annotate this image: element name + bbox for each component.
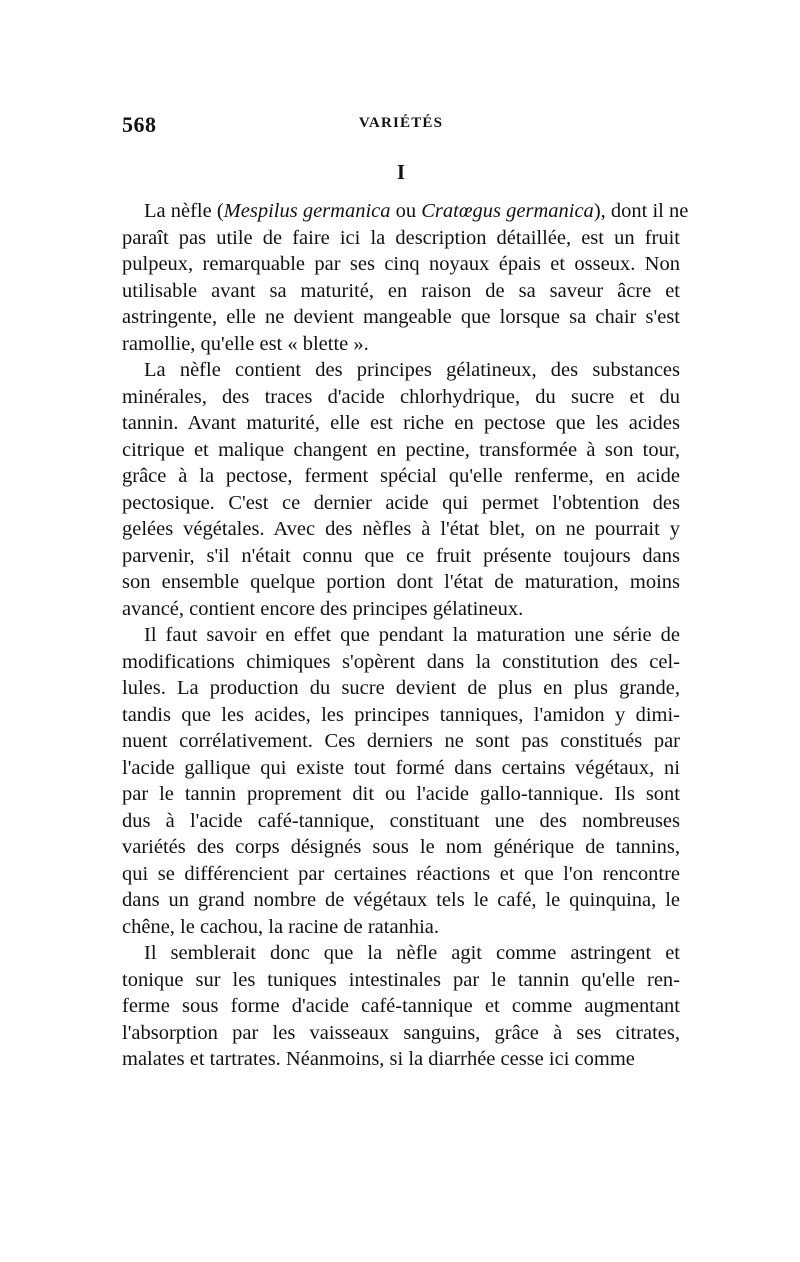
text-segment: grâce à la pectose, ferment spécial qu'elle renferme, en acide (122, 465, 680, 487)
text-line (122, 649, 680, 676)
text-line (122, 251, 680, 278)
text-line (122, 596, 680, 623)
section-number: I (396, 160, 406, 184)
text-line (122, 702, 680, 729)
paragraph (122, 622, 680, 940)
text-line (122, 331, 680, 358)
body-text (122, 198, 689, 1073)
text-segment: ), dont il ne (593, 200, 689, 222)
text-segment: Il faut savoir en effet que pendant la maturation une série de (144, 624, 680, 646)
text-segment: dans un grand nombre de végétaux tels le café, le quinquina, le (122, 889, 680, 911)
text-segment: tandis que les acides, les principes tanniques, l'amidon y dimi- (122, 703, 680, 726)
text-segment: minérales, des traces d'acide chlorhydrique, du sucre et du (122, 385, 680, 408)
text-line (122, 914, 680, 941)
text-segment: tannin. Avant maturité, elle est riche en pectose que les acides (122, 412, 680, 434)
text-line (122, 357, 680, 384)
text-segment: paraît pas utile de faire ici la description détaillée, est un fruit (122, 226, 680, 249)
running-title: VARIÉTÉS (358, 115, 444, 131)
text-line (122, 755, 680, 782)
text-segment: gelées végétales. Avec des nèfles à l'état blet, on ne pourrait y (122, 518, 680, 540)
text-line (122, 622, 680, 649)
text-segment: La nèfle contient des principes gélatineux, des substances (144, 359, 680, 381)
paragraph (122, 940, 680, 1073)
text-segment: dus à l'acide café-tannique, constituant une des nombreuses (122, 809, 680, 832)
text-line (122, 1046, 680, 1073)
text-segment: ou (390, 200, 422, 222)
text-line (122, 490, 680, 517)
text-line (122, 808, 680, 835)
text-line (122, 834, 680, 861)
running-head (122, 112, 680, 142)
text-line (122, 384, 680, 411)
text-line (122, 781, 680, 808)
text-segment: chêne, le cachou, la racine de ratanhia. (122, 915, 439, 938)
page-number: 568 (122, 112, 157, 137)
text-line (122, 437, 680, 464)
text-segment: variétés des corps désignés sous le nom générique de tannins, (122, 836, 680, 858)
text-segment: qui se différencient par certaines réactions et que l'on rencontre (122, 862, 680, 885)
text-line (122, 198, 689, 225)
text-line (122, 410, 680, 437)
text-line (122, 861, 680, 888)
text-segment: pectosique. C'est ce dernier acide qui permet l'obtention des (122, 491, 680, 514)
text-line (122, 569, 680, 596)
text-segment: lules. La production du sucre devient de plus en plus grande, (122, 677, 680, 699)
text-segment: La nèfle ( (144, 200, 224, 222)
text-line (122, 278, 680, 305)
text-segment: modifications chimiques s'opèrent dans la constitution des cel- (122, 650, 680, 673)
text-segment: utilisable avant sa maturité, en raison de sa saveur âcre et (122, 279, 680, 302)
text-segment: citrique et malique changent en pectine, transformée à son tour, (122, 438, 680, 461)
text-line (122, 225, 680, 252)
text-segment: parvenir, s'il n'était connu que ce fruit présente toujours dans (122, 544, 680, 567)
text-segment: l'absorption par les vaisseaux sanguins, grâce à ses citrates, (122, 1021, 680, 1044)
text-segment: son ensemble quelque portion dont l'état de maturation, moins (122, 571, 680, 593)
text-line (122, 1020, 680, 1047)
text-line (122, 993, 680, 1020)
text-line (122, 675, 680, 702)
italic-term: Cratœgus germanica (421, 200, 594, 222)
text-segment: astringente, elle ne devient mangeable que lorsque sa chair s'est (122, 306, 680, 328)
paragraph (122, 198, 689, 357)
text-segment: ferme sous forme d'acide café-tannique et comme augmentant (122, 995, 680, 1017)
paragraph (122, 357, 680, 622)
text-line (122, 516, 680, 543)
text-segment: tonique sur les tuniques intestinales par le tannin qu'elle ren- (122, 968, 680, 991)
text-segment: Il semblerait donc que la nèfle agit comme astringent et (144, 942, 680, 964)
text-line (122, 463, 680, 490)
text-line (122, 304, 680, 331)
text-segment: nuent corrélativement. Ces derniers ne sont pas constitués par (122, 730, 680, 752)
text-line (122, 967, 680, 994)
text-line (122, 543, 680, 570)
text-line (122, 887, 680, 914)
italic-term: Mespilus germanica (223, 200, 391, 222)
text-segment: l'acide gallique qui existe tout formé dans certains végétaux, ni (122, 756, 680, 779)
text-line (122, 728, 680, 755)
text-segment: avancé, contient encore des principes gélatineux. (122, 597, 524, 620)
text-segment: pulpeux, remarquable par ses cinq noyaux épais et osseux. Non (122, 253, 680, 275)
text-segment: par le tannin proprement dit ou l'acide gallo-tannique. Ils sont (122, 783, 680, 805)
text-segment: ramollie, qu'elle est « blette ». (122, 332, 369, 355)
text-line (122, 940, 680, 967)
text-segment: malates et tartrates. Néanmoins, si la diarrhée cesse ici comme (122, 1048, 635, 1070)
